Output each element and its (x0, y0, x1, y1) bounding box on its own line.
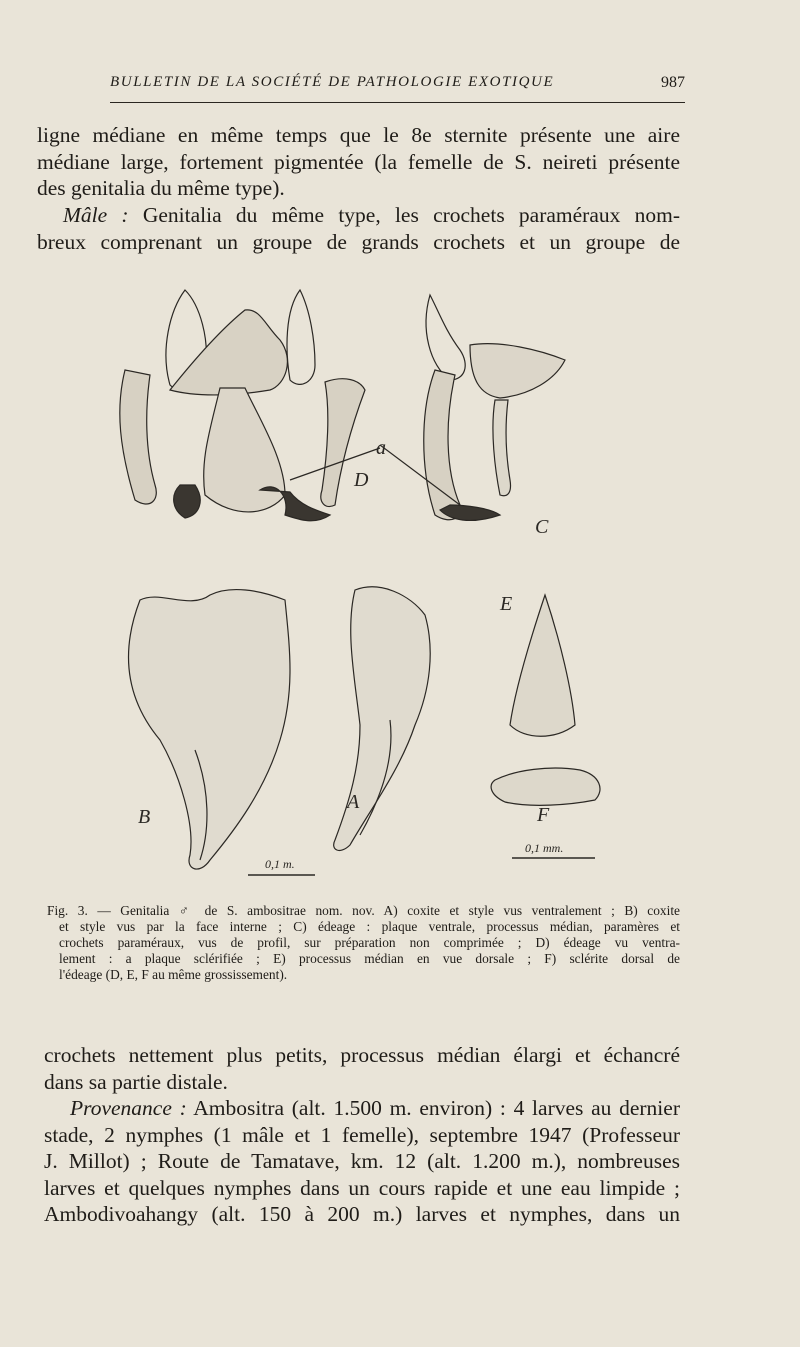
hooks-left (174, 485, 201, 518)
ventral-plate (170, 310, 287, 395)
text-line: médiane large, fortement pigmentée (la femelle de S. neireti présente (37, 149, 680, 174)
provenance-paragraph (44, 1095, 680, 1228)
text-line (44, 1095, 680, 1122)
top-paragraph (37, 122, 680, 202)
figure-caption (47, 903, 680, 983)
text-line: larves et quelques nymphes dans un cours rapide et une eau limpide ; (44, 1175, 680, 1200)
caption-line: et style vus par la face interne ; C) édeage : plaque ventrale, processus médian, paramères et (59, 919, 680, 934)
text-line (37, 202, 680, 229)
caption-line: crochets paraméraux, vus de profil, sur préparation non comprimée ; D) édeage vu ventra- (59, 935, 680, 950)
c-ventral-plate (470, 344, 565, 398)
c-coxite (424, 370, 461, 520)
label-f: F (537, 804, 550, 826)
text-line: ligne médiane en même temps que le 8e sternite présente une aire (37, 123, 680, 147)
scale-bar-right-label: 0,1 mm. (525, 841, 564, 855)
c-paramere (426, 295, 465, 380)
scale-bar-left-label: 0,1 m. (265, 857, 295, 871)
label-b: B (138, 806, 151, 828)
page-number: 987 (661, 74, 685, 91)
label-e: E (500, 593, 513, 615)
provenance-text: Ambositra (alt. 1.500 m. environ) : 4 larves au dernier (193, 1096, 680, 1120)
caption-line: l'édeage (D, E, F au même grossissement). (59, 967, 288, 982)
caption-line: Fig. 3. — Genitalia ♂ de S. ambositrae nom. nov. A) coxite et style vus ventralement ; B) coxite (47, 903, 680, 918)
running-header (110, 74, 685, 103)
bottom-paragraph (44, 1042, 680, 1095)
male-paragraph (37, 202, 680, 255)
text-line: breux comprenant un groupe de grands crochets et un groupe de (37, 229, 680, 254)
median-process-e (510, 595, 575, 736)
male-text: Genitalia du même type, les crochets paraméraux nom- (142, 203, 680, 227)
text-line: J. Millot) ; Route de Tamatave, km. 12 (alt. 1.200 m.), nombreuses (44, 1149, 680, 1173)
genitalia-figure (60, 270, 680, 895)
coxite-left (120, 370, 157, 504)
text-line: des genitalia du même type). (37, 176, 285, 200)
c-median-process (493, 400, 511, 496)
paramere-right (287, 290, 315, 384)
label-c: C (535, 516, 549, 538)
dorsal-sclerite-f (491, 768, 600, 805)
text-line: Ambodivoahangy (alt. 150 à 200 m.) larves et nymphes, dans un (44, 1202, 680, 1226)
median-process (204, 388, 285, 512)
journal-title: BULLETIN DE LA SOCIÉTÉ DE PATHOLOGIE EXOTIQUE (110, 74, 555, 90)
provenance-label: Provenance : (70, 1096, 187, 1120)
coxite-b (129, 590, 290, 870)
label-a: a (376, 437, 386, 459)
caption-line: lement : a plaque sclérifiée ; E) processus médian en vue dorsale ; F) sclérite dorsal de (59, 951, 680, 966)
male-label: Mâle : (63, 203, 129, 227)
label-d: D (354, 469, 369, 491)
text-line: dans sa partie distale. (44, 1069, 228, 1094)
text-line: stade, 2 nymphes (1 mâle et 1 femelle), septembre 1947 (Professeur (44, 1122, 680, 1147)
label-a-upper: A (347, 791, 360, 813)
text-line: crochets nettement plus petits, processus médian élargi et échancré (44, 1043, 680, 1067)
